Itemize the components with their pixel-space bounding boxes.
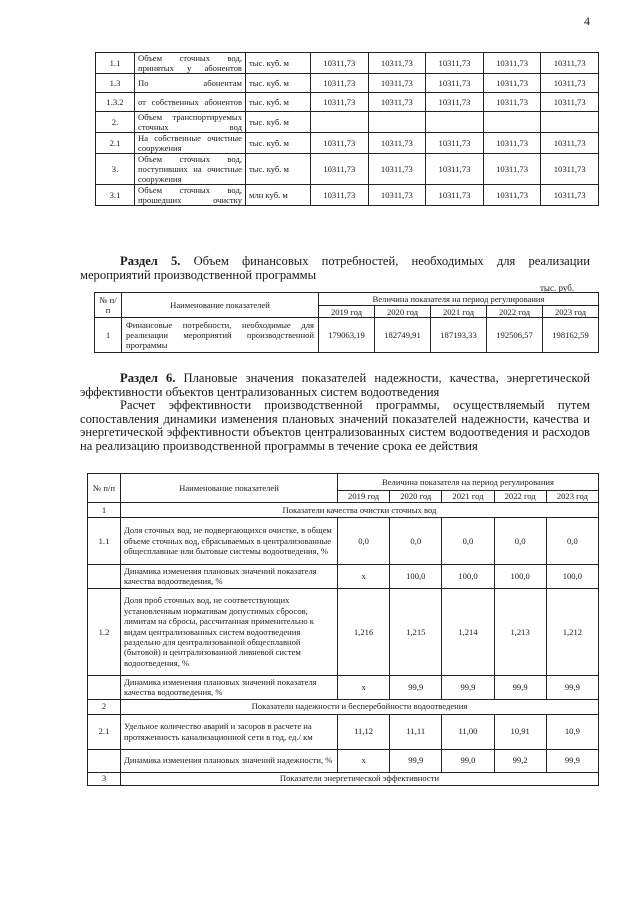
row-value: 10311,73 — [541, 53, 599, 74]
table-row — [96, 133, 599, 154]
row-value: 179063,19 — [319, 318, 375, 353]
section-title: Показатели качества очистки сточных вод — [121, 503, 599, 518]
t3-h-no: № п/п — [88, 474, 121, 503]
row-value: 0,0 — [442, 518, 494, 565]
t3-h-name: Наименование показателей — [121, 474, 338, 503]
row-name: По абонентам — [135, 74, 246, 93]
table-volumes — [95, 52, 599, 206]
row-value: 10311,73 — [368, 185, 426, 206]
row-name: Объем сточных вод, поступивших на очистные сооружения — [135, 154, 246, 185]
row-value: 0,0 — [546, 518, 598, 565]
year-header: 2020 год — [375, 306, 431, 318]
row-value: 99,9 — [494, 675, 546, 699]
table-row — [88, 714, 599, 749]
row-name: Объем сточных вод, прошедших очистку — [135, 185, 246, 206]
table-row — [96, 93, 599, 112]
row-number: 1.1 — [88, 518, 121, 565]
row-number: 2. — [96, 112, 135, 133]
row-value: х — [338, 749, 390, 772]
row-value — [483, 112, 541, 133]
row-value — [426, 112, 484, 133]
row-value: 11,12 — [338, 714, 390, 749]
row-value: 99,9 — [442, 675, 494, 699]
row-value: 10,9 — [546, 714, 598, 749]
row-value: 1,216 — [338, 588, 390, 675]
section-row — [88, 699, 599, 714]
year-header: 2021 год — [431, 306, 487, 318]
table-row — [96, 185, 599, 206]
table-row — [88, 565, 599, 589]
row-value: 1,213 — [494, 588, 546, 675]
table-row — [96, 154, 599, 185]
row-number: 3. — [96, 154, 135, 185]
year-header: 2019 год — [338, 491, 390, 503]
row-value: 99,0 — [442, 749, 494, 772]
row-value: 99,9 — [390, 675, 442, 699]
year-header: 2023 год — [546, 491, 598, 503]
row-value: 1,212 — [546, 588, 598, 675]
row-value: 10311,73 — [368, 74, 426, 93]
row-value: 10311,73 — [311, 74, 369, 93]
section6-label: Раздел 6. — [120, 371, 176, 385]
row-value: 10311,73 — [311, 154, 369, 185]
row-value: 10311,73 — [426, 154, 484, 185]
row-value: 100,0 — [442, 565, 494, 589]
row-value: 0,0 — [390, 518, 442, 565]
t3-h-group: Величина показателя на период регулирования — [338, 474, 599, 491]
section6-heading — [80, 372, 590, 453]
table-indicators — [87, 473, 599, 786]
row-value: 99,9 — [546, 749, 598, 772]
row-name: Динамика изменения плановых значений надежности, % — [121, 749, 338, 772]
row-name: На собственные очистные сооружения — [135, 133, 246, 154]
row-value: 10311,73 — [368, 154, 426, 185]
row-number: 1.2 — [88, 588, 121, 675]
row-value: 10311,73 — [368, 93, 426, 112]
row-name: Динамика изменения плановых значений показателя качества водоотведения, % — [121, 675, 338, 699]
table-row — [96, 74, 599, 93]
table-financial — [94, 292, 599, 353]
row-value: 10311,73 — [311, 93, 369, 112]
year-header: 2020 год — [390, 491, 442, 503]
row-name: Доля сточных вод, не подвергающихся очистке, в общем объеме сточных вод, сбрасываемых в централизованные общесплавные или бытовые системы водоотведения, % — [121, 518, 338, 565]
row-value: 10311,73 — [311, 133, 369, 154]
row-value: 99,9 — [546, 675, 598, 699]
row-name: Удельное количество аварий и засоров в расчете на протяженность канализационной сети в год, ед./ км — [121, 714, 338, 749]
row-number — [88, 675, 121, 699]
section-title: Показатели энергетической эффективности — [121, 772, 599, 785]
row-value: х — [338, 675, 390, 699]
row-value: 10311,73 — [311, 53, 369, 74]
row-unit: млн куб. м — [246, 185, 311, 206]
row-number: 1.3.2 — [96, 93, 135, 112]
row-unit: тыс. куб. м — [246, 74, 311, 93]
row-value: 100,0 — [546, 565, 598, 589]
row-value: х — [338, 565, 390, 589]
row-value: 0,0 — [338, 518, 390, 565]
unit-note: тыс. руб. — [540, 283, 575, 293]
row-name: Объем транспортируемых сточных вод — [135, 112, 246, 133]
row-unit: тыс. куб. м — [246, 133, 311, 154]
row-value: 10311,73 — [541, 74, 599, 93]
row-name: Динамика изменения плановых значений показателя качества водоотведения, % — [121, 565, 338, 589]
section5-label: Раздел 5. — [120, 254, 181, 268]
row-value: 192506,57 — [487, 318, 543, 353]
row-value: 10311,73 — [483, 133, 541, 154]
row-unit: тыс. куб. м — [246, 112, 311, 133]
row-number: 2.1 — [88, 714, 121, 749]
page-number: 4 — [584, 14, 590, 28]
section6-title: Плановые значения показателей надежности, качества, энергетической эффективности объектов централизованных систем водоотведения — [80, 371, 590, 399]
section-row — [88, 503, 599, 518]
row-value: 99,2 — [494, 749, 546, 772]
row-value: 10311,73 — [483, 93, 541, 112]
section6-paragraph: Расчет эффективности производственной программы, осуществляемый путем сопоставления динамики изменения плановых значений показателей надежности, качества и энергетической эффективности объектов централизованных систем водоотведения и расходов на реализацию производственной программы в течение срока ее действия — [80, 398, 590, 453]
section-number: 2 — [88, 699, 121, 714]
row-value — [541, 112, 599, 133]
t2-h-group: Величина показателя на период регулирования — [319, 293, 599, 306]
row-number — [88, 749, 121, 772]
row-value: 10311,73 — [483, 154, 541, 185]
row-unit: тыс. куб. м — [246, 93, 311, 112]
table-row — [88, 588, 599, 675]
row-value: 0,0 — [494, 518, 546, 565]
year-header: 2019 год — [319, 306, 375, 318]
row-name: Финансовые потребности, необходимые для реализации мероприятий производственной программы — [122, 318, 319, 353]
row-value: 198162,59 — [543, 318, 599, 353]
row-value: 10311,73 — [426, 185, 484, 206]
row-value: 11,11 — [390, 714, 442, 749]
table-row — [88, 675, 599, 699]
row-value: 10311,73 — [426, 53, 484, 74]
row-value: 182749,91 — [375, 318, 431, 353]
row-unit: тыс. куб. м — [246, 154, 311, 185]
row-name: от собственных абонентов — [135, 93, 246, 112]
section5-title: Объем финансовых потребностей, необходимых для реализации мероприятий производственной программы — [80, 254, 590, 282]
row-value: 1,214 — [442, 588, 494, 675]
row-value: 11,00 — [442, 714, 494, 749]
row-number: 2.1 — [96, 133, 135, 154]
row-value: 99,9 — [390, 749, 442, 772]
section-title: Показатели надежности и бесперебойности водоотведения — [121, 699, 599, 714]
row-value: 10311,73 — [368, 133, 426, 154]
row-value: 10311,73 — [311, 185, 369, 206]
row-value: 10311,73 — [541, 133, 599, 154]
t2-h-no: № п/п — [95, 293, 122, 318]
row-value: 10,91 — [494, 714, 546, 749]
row-name: Объем сточных вод, принятых у абонентов — [135, 53, 246, 74]
row-value: 1,215 — [390, 588, 442, 675]
row-value: 100,0 — [494, 565, 546, 589]
row-unit: тыс. куб. м — [246, 53, 311, 74]
t2-h-name: Наименование показателей — [122, 293, 319, 318]
row-number: 1.1 — [96, 53, 135, 74]
row-value: 10311,73 — [541, 154, 599, 185]
year-header: 2022 год — [487, 306, 543, 318]
section5-heading — [80, 255, 590, 282]
section-number: 1 — [88, 503, 121, 518]
row-number: 1 — [95, 318, 122, 353]
section-row — [88, 772, 599, 785]
row-number — [88, 565, 121, 589]
row-value: 10311,73 — [426, 133, 484, 154]
year-header: 2021 год — [442, 491, 494, 503]
row-value: 10311,73 — [426, 93, 484, 112]
table-row — [88, 749, 599, 772]
row-value: 10311,73 — [483, 53, 541, 74]
row-value: 100,0 — [390, 565, 442, 589]
row-value: 10311,73 — [483, 74, 541, 93]
row-value: 10311,73 — [483, 185, 541, 206]
row-value — [368, 112, 426, 133]
table-row — [88, 518, 599, 565]
row-value: 187193,33 — [431, 318, 487, 353]
section-number: 3 — [88, 772, 121, 785]
row-name: Доля проб сточных вод, не соответствующих установленным нормативам допустимых сбросов, лимитам на сбросы, рассчитанная применительно к видам централизованных систем водоотведения раздельно для централизованной общесплавной (бытовой) и централизованной ливневой систем водоотведения, % — [121, 588, 338, 675]
row-value: 10311,73 — [541, 93, 599, 112]
row-value: 10311,73 — [541, 185, 599, 206]
year-header: 2022 год — [494, 491, 546, 503]
row-value: 10311,73 — [426, 74, 484, 93]
row-value: 10311,73 — [368, 53, 426, 74]
row-number: 3.1 — [96, 185, 135, 206]
row-value — [311, 112, 369, 133]
row-number: 1.3 — [96, 74, 135, 93]
year-header: 2023 год — [543, 306, 599, 318]
table-row — [96, 53, 599, 74]
table-row — [96, 112, 599, 133]
